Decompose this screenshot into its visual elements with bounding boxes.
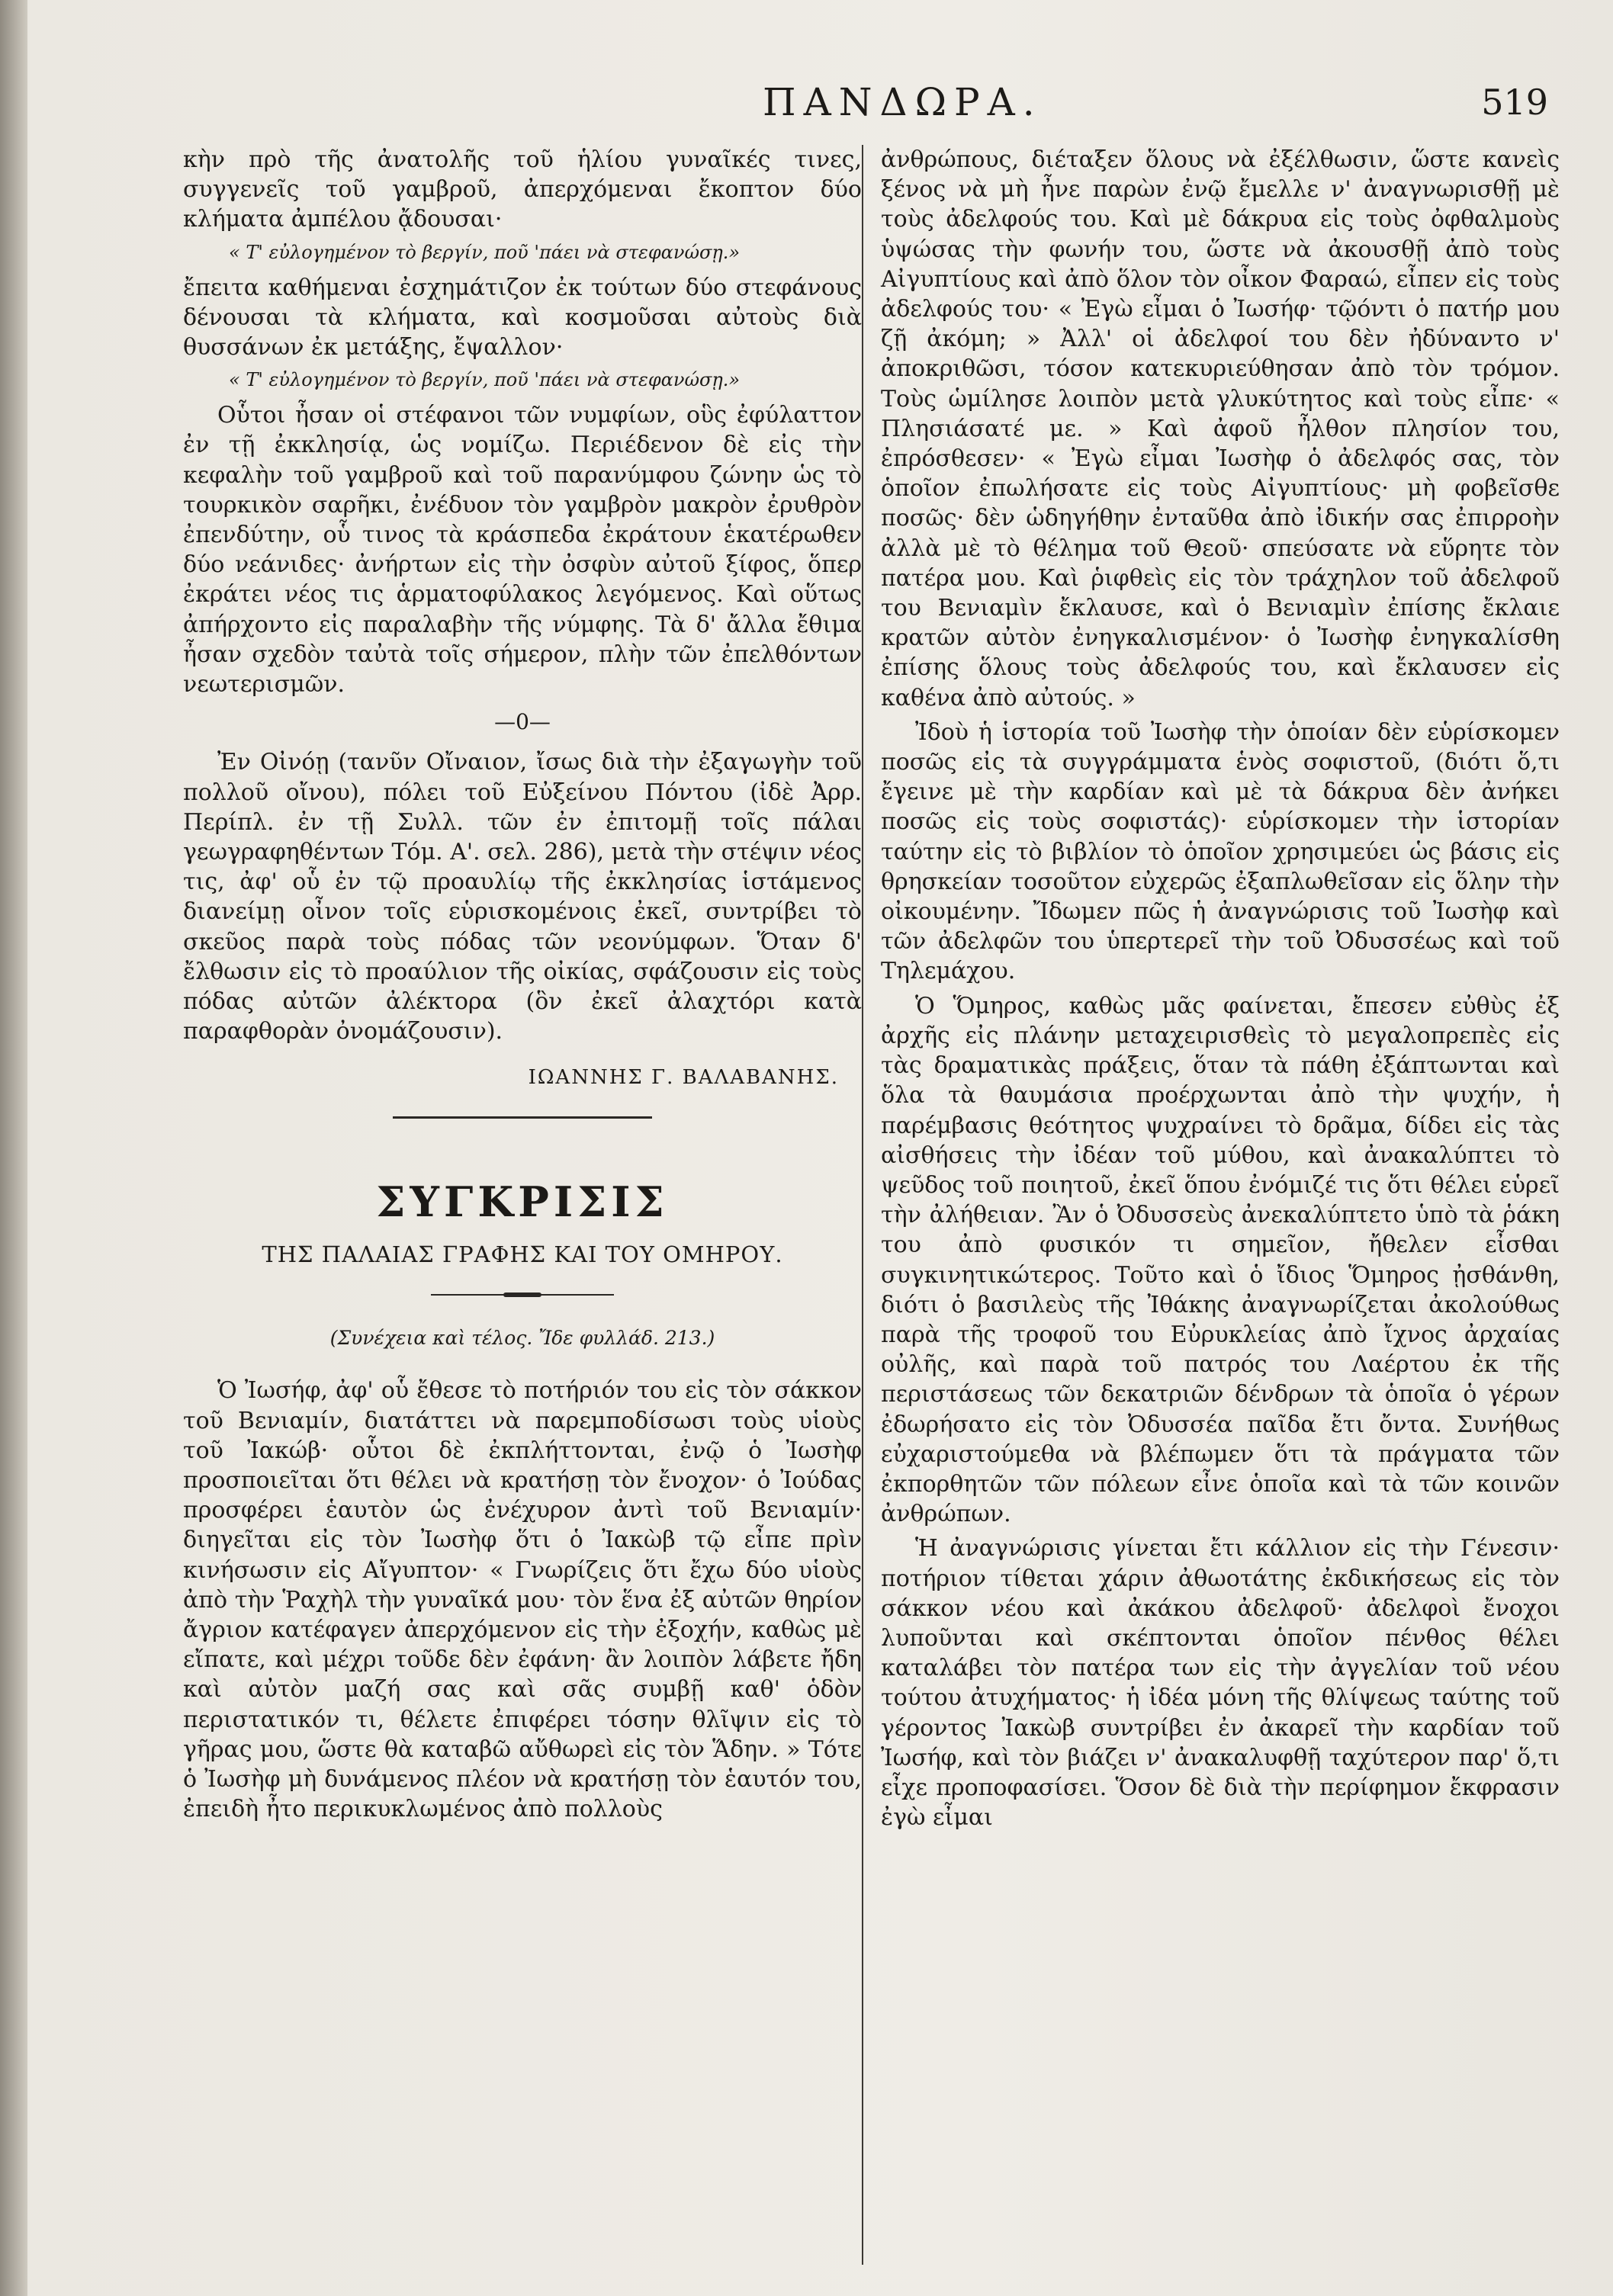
paragraph: κὴν πρὸ τῆς ἀνατολῆς τοῦ ἡλίου γυναῖκές τινες, συγγενεῖς τοῦ γαμβροῦ, ἀπερχόμεναι ἔκοπτον δύο κλήματα ἀμπέλου ᾄδουσαι·	[183, 146, 862, 233]
right-column	[881, 145, 1560, 1837]
verse-line: « Τ' εὐλογημένον τὸ βεργίν, ποῦ 'πάει νὰ στεφανώσῃ.»	[229, 241, 741, 263]
continuation-note: (Συνέχεια καὶ τέλος. Ἴδε φυλλάδ. 213.)	[329, 1327, 715, 1350]
left-column	[183, 145, 862, 1829]
paragraph: Ὁ Ὅμηρος, καθὼς μᾶς φαίνεται, ἔπεσεν εὐθὺς ἐξ ἀρχῆς εἰς πλάνην μεταχειρισθεὶς τὸ μεγαλοπρεπὲς εἰς τὰς δραματικὰς πράξεις, ὅταν τὰ πάθη ἐξάπτωνται καὶ ὅλα τὰ θαυμάσια προέρχωνται ἀπὸ τὴν ψυχήν, ἡ παρέμβασις θεότητος ψυχραίνει τὸ δρᾶμα, δίδει εἰς τὰς αἰσθήσεις τὴν ἰδέαν τοῦ μύθου, καὶ ἀνακαλύπτει τὸ ψεῦδος τοῦ ποιητοῦ, ἐκεῖ ὅπου ἐνόμιζέ τις ὅτι θέλει εὑρεῖ τὴν ἀλήθειαν. Ἂν ὁ Ὀδυσσεὺς ἀνεκαλύπτετο ὑπὸ τὰ ῥάκη του ἀπὸ φυσικόν τι σημεῖον, ἤθελεν εἶσθαι συγκινητικώτερος. Τοῦτο καὶ ὁ ἴδιος Ὅμηρος ᾐσθάνθη, διότι ὁ βασιλεὺς τῆς Ἰθάκης ἀναγνωρίζεται ἀκολούθως παρὰ τῆς τροφοῦ του Εὐρυκλείας ἀπὸ ἴχνος ἀρχαίας οὐλῆς, καὶ παρὰ τοῦ πατρός του Λαέρτου ἐκ τῆς περιστάσεως τῶν δεκατριῶν δένδρων τὰ ὁποῖα ὁ γέρων ἐδωρήσατο εἰς τὸν Ὀδυσσέα παῖδα ἔτι ὄντα. Συνήθως εὐχαριστούμεθα νὰ βλέπωμεν ὅτι τὰ πράγματα τῶν ἐκπορθητῶν τῶν πόλεων εἶνε ὁποῖα καὶ τὰ τῶν κοινῶν ἀνθρώπων.	[881, 992, 1560, 1528]
verse-line: « Τ' εὐλογημένον τὸ βεργίν, ποῦ 'πάει νὰ στεφανώσῃ.»	[229, 369, 741, 391]
paragraph: ἀνθρώπους, διέταξεν ὅλους νὰ ἐξέλθωσιν, ὥστε κανεὶς ξένος νὰ μὴ ἦνε παρὼν ἐνῷ ἔμελλε ν' ἀναγνωρισθῇ μὲ τοὺς ἀδελφούς του. Καὶ μὲ δάκρυα εἰς τοὺς ὀφθαλμοὺς ὑψώσας τὴν φωνήν του, ὥστε νὰ ἀκουσθῇ ἀπὸ τοὺς Αἰγυπτίους καὶ ἀπὸ ὅλον τὸν οἶκον Φαραώ, εἶπεν εἰς τοὺς ἀδελφούς του· « Ἐγὼ εἶμαι ὁ Ἰωσήφ· τῷόντι ὁ πατήρ μου ζῇ ἀκόμη; » Ἀλλ' οἱ ἀδελφοί του δὲν ἠδύναντο ν' ἀποκριθῶσι, τόσον κατεκυριεύθησαν ἀπὸ τὸν τρόμον. Τοὺς ὡμίλησε λοιπὸν μετὰ γλυκύτητος καὶ τοὺς εἶπε· « Πλησιάσατέ με. » Καὶ ἀφοῦ ἦλθον πλησίον του, ἐπρόσθεσεν· « Ἐγὼ εἶμαι Ἰωσὴφ ὁ ἀδελφός σας, τὸν ὁποῖον ἐπωλήσατε εἰς τοὺς Αἰγυπτίους· μὴ φοβεῖσθε ποσῶς· δὲν ὡδηγήθην ἐνταῦθα ἀπὸ ἰδικήν σας ἐπιρροὴν ἀλλὰ μὲ τὸ θέλημα τοῦ Θεοῦ· σπεύσατε νὰ εὕρητε τὸν πατέρα μου. Καὶ ῥιφθεὶς εἰς τὸν τράχηλον τοῦ ἀδελφοῦ του Βενιαμὶν ἔκλαυσε, καὶ ὁ Βενιαμὶν ἐπίσης ἔκλαιε κρατῶν αὐτὸν ἐνηγκαλισμένον· ὁ Ἰωσὴφ ἐνηγκαλίσθη ἐπίσης ὅλους τοὺς ἀδελφούς του, καὶ ἔκλαυσεν εἰς καθένα ἀπὸ αὐτούς. »	[881, 146, 1560, 711]
paragraph: Ἰδοὺ ἡ ἱστορία τοῦ Ἰωσὴφ τὴν ὁποίαν δὲν εὑρίσκομεν ποσῶς εἰς τὰ συγγράμματα ἑνὸς σοφιστοῦ, (διότι ὅ,τι ἔγεινε μὲ τὴν καρδίαν καὶ μὲ τὰ δάκρυα δὲν ἀνήκει ποσῶς εἰς τοὺς σοφιστάς)· εὑρίσκομεν τὴν ἱστορίαν ταύτην εἰς τὸ βιβλίον τὸ ὁποῖον χρησιμεύει ὡς βάσις εἰς θρησκείαν τοσοῦτον εὐχερῶς ἐξαπλωθεῖσαν εἰς ὅλην τὴν οἰκουμένην. Ἴδωμεν πῶς ἡ ἀναγνώρισις τοῦ Ἰωσὴφ καὶ τῶν ἀδελφῶν του ὑπερτερεῖ τὴν τοῦ Ὀδυσσέως καὶ τοῦ Τηλεμάχου.	[881, 718, 1560, 985]
running-title: ΠΑΝΔΩΡΑ.	[763, 80, 1043, 124]
paragraph: Οὗτοι ἦσαν οἱ στέφανοι τῶν νυμφίων, οὓς ἐφύλαττον ἐν τῇ ἐκκλησίᾳ, ὡς νομίζω. Περιέδενον δὲ εἰς τὴν κεφαλὴν τοῦ γαμβροῦ καὶ τοῦ παρανύμφου ζώνην ὡς τὸ τουρκικὸν σαρῆκι, ἐνέδυον τὸν γαμβρὸν μακρὸν ἐρυθρὸν ἐπενδύτην, οὗ τινος τὰ κράσπεδα ἐκράτουν ἑκατέρωθεν δύο νεάνιδες· ἀνήρτων εἰς τὴν ὀσφὺν αὐτοῦ ξίφος, ὅπερ ἐκράτει νέος τις ἁρματοφύλακος λεγόμενος. Καὶ οὕτως ἀπήρχοντο εἰς παραλαβὴν τῆς νύμφης. Τὰ δ' ἄλλα ἔθιμα ἦσαν σχεδὸν ταὐτὰ τοῖς σήμερον, πλὴν τῶν ἐπελθόντων νεωτερισμῶν.	[183, 402, 862, 698]
section-heading: ΣΥΓΚΡΙΣΙΣ	[376, 1177, 669, 1226]
paragraph: Ὁ Ἰωσήφ, ἀφ' οὗ ἔθεσε τὸ ποτήριόν του εἰς τὸν σάκκον τοῦ Βενιαμίν, διατάττει νὰ παρεμποδίσωσι τοὺς υἱοὺς τοῦ Ἰακώβ· οὗτοι δὲ ἐκπλήττονται, ἐνῷ ὁ Ἰωσὴφ προσποιεῖται ὅτι θέλει νὰ κρατήσῃ τὸν ἔνοχον· ὁ Ἰούδας προσφέρει ἑαυτὸν ὡς ἐνέχυρον ἀντὶ τοῦ Βενιαμίν· διηγεῖται εἰς τὸν Ἰωσὴφ ὅτι ὁ Ἰακὼβ τῷ εἶπε πρὶν κινήσωσιν εἰς Αἴγυπτον· « Γνωρίζεις ὅτι ἔχω δύο υἱοὺς ἀπὸ τὴν Ῥαχὴλ τὴν γυναῖκά μου· τὸν ἕνα ἐξ αὐτῶν θηρίον ἄγριον κατέφαγεν ἀπερχόμενον εἰς τὴν ἐξοχήν, καθὼς μὲ εἴπατε, καὶ μέχρι τοῦδε δὲν ἐφάνη· ἂν λοιπὸν λάβετε ἤδη καὶ αὐτὸν μαζή σας καὶ σᾶς συμβῇ καθ' ὁδὸν περιστατικόν τι, θέλετε ἐπιφέρει τόσην θλῖψιν εἰς τὸ γῆρας μου, ὥστε θὰ καταβῶ αὔθωρεὶ εἰς τὸν Ἅδην. » Τότε ὁ Ἰωσὴφ μὴ δυνάμενος πλέον νὰ κρατήσῃ τὸν ἑαυτόν του, ἐπειδὴ ἦτο περικυκλωμένος ἀπὸ πολλοὺς	[183, 1377, 862, 1823]
section-subheading: ΤΗΣ ΠΑΛΑΙΑΣ ΓΡΑΦΗΣ ΚΑΙ ΤΟΥ ΟΜΗΡΟΥ.	[262, 1241, 783, 1267]
book-spine-shadow	[0, 0, 27, 2296]
ornament-rule	[431, 1293, 614, 1297]
paragraph: Ἡ ἀναγνώρισις γίνεται ἔτι κάλλιον εἰς τὴν Γένεσιν· ποτήριον τίθεται χάριν ἀθωοτάτης ἐκδικήσεως εἰς τὸν σάκκον νέου καὶ ἀκάκου ἀδελφοῦ· ἀδελφοὶ ἔνοχοι λυποῦνται καὶ σκέπτονται ὁποῖον πένθος θέλει καταλάβει τὸν πατέρα των εἰς τὴν ἀγγελίαν τοῦ νέου τούτου ἀτυχήματος· ἡ ἰδέα μόνη τῆς θλίψεως ταύτης τοῦ γέροντος Ἰακὼβ συντρίβει ἐν ἀκαρεῖ τὴν καρδίαν τοῦ Ἰωσήφ, καὶ τὸν βιάζει ν' ἀνακαλυφθῇ ταχύτερον παρ' ὅ,τι εἶχε προποφασίσει. Ὅσον δὲ διὰ τὴν περίφημον ἔκφρασιν ἐγὼ εἶμαι	[881, 1535, 1560, 1832]
paragraph: ἔπειτα καθήμεναι ἐσχημάτιζον ἐκ τούτων δύο στεφάνους δένουσαι τὰ κλήματα, καὶ κοσμοῦσαι αὐτοὺς διὰ θυσσάνων ἐκ μετάξης, ἔψαλλον·	[183, 274, 862, 361]
section-divider-rule	[393, 1116, 652, 1119]
column-divider	[862, 145, 863, 2265]
page-header	[175, 80, 1548, 141]
separator: —0—	[494, 709, 551, 735]
author-signature: ΙΩΑΝΝΗΣ Γ. ΒΑΛΑΒΑΝΗΣ.	[528, 1066, 839, 1090]
page-number: 519	[1481, 82, 1548, 123]
paragraph: Ἐν Οἰνόῃ (τανῦν Οἴναιον, ἴσως διὰ τὴν ἐξαγωγὴν τοῦ πολλοῦ οἴνου), πόλει τοῦ Εὐξείνου Πόντου (ἰδὲ Ἀρρ. Περίπλ. ἐν τῇ Συλλ. τῶν ἐν ἐπιτομῇ τοῖς πάλαι γεωγραφηθέντων Τόμ. Α'. σελ. 286), μετὰ τὴν στέψιν νέος τις, ἀφ' οὗ ἐν τῷ προαυλίῳ τῆς ἐκκλησίας ἱστάμενος διανείμῃ οἶνον τοῖς εὑρισκομένοις ἐκεῖ, συντρίβει τὸ σκεῦος παρὰ τοὺς πόδας τῶν νεονύμφων. Ὅταν δ' ἔλθωσιν εἰς τὸ προαύλιον τῆς οἰκίας, σφάζουσιν εἰς τοὺς πόδας αὐτῶν ἀλέκτορα (ὃν ἐκεῖ ἀλαχτόρι κατὰ παραφθορὰν ὀνομάζουσιν).	[183, 749, 862, 1045]
